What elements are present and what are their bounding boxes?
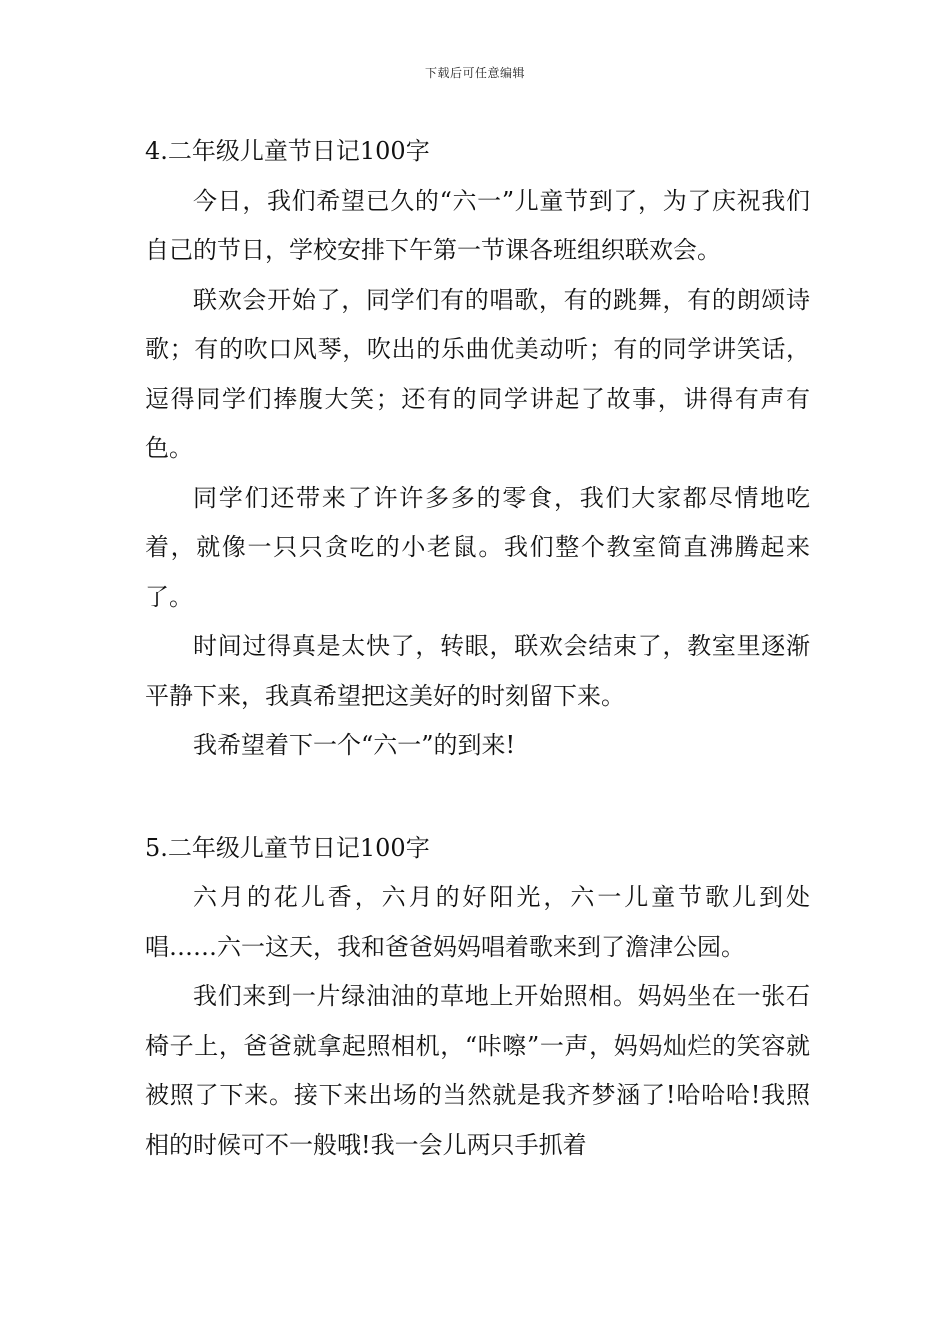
diary-section-5 xyxy=(145,824,810,1171)
diary-section-4 xyxy=(145,127,810,771)
paragraph: 联欢会开始了，同学们有的唱歌，有的跳舞，有的朗颂诗歌；有的吹口风琴，吹出的乐曲优美动听；有的同学讲笑话，逗得同学们捧腹大笑；还有的同学讲起了故事，讲得有声有色。 xyxy=(145,285,810,462)
section-title: 4.二年级儿童节日记100字 xyxy=(145,137,430,165)
paragraph: 我希望着下一个“六一”的到来! xyxy=(193,731,516,759)
section-title: 5.二年级儿童节日记100字 xyxy=(145,833,430,862)
document-body xyxy=(145,127,810,1170)
paragraph: 同学们还带来了许许多多的零食，我们大家都尽情地吃着，就像一只只贪吃的小老鼠。我们整个教室简直沸腾起来了。 xyxy=(145,483,810,611)
page-header: 下载后可任意编辑 xyxy=(424,66,525,80)
paragraph: 时间过得真是太快了，转眼，联欢会结束了，教室里逐渐平静下来，我真希望把这美好的时刻留下来。 xyxy=(145,632,810,710)
paragraph: 今日，我们希望已久的“六一”儿童节到了，为了庆祝我们自己的节日，学校安排下午第一节课各班组织联欢会。 xyxy=(145,186,810,264)
paragraph: 我们来到一片绿油油的草地上开始照相。妈妈坐在一张石椅子上，爸爸就拿起照相机，“咔嚓”一声，妈妈灿烂的笑容就被照了下来。接下来出场的当然就是我齐梦涵了!哈哈哈!我照相的时候可不一般哦!我一会儿两只手抓着 xyxy=(145,982,810,1159)
paragraph: 六月的花儿香，六月的好阳光，六一儿童节歌儿到处唱……六一这天，我和爸爸妈妈唱着歌来到了澹津公园。 xyxy=(145,883,810,961)
